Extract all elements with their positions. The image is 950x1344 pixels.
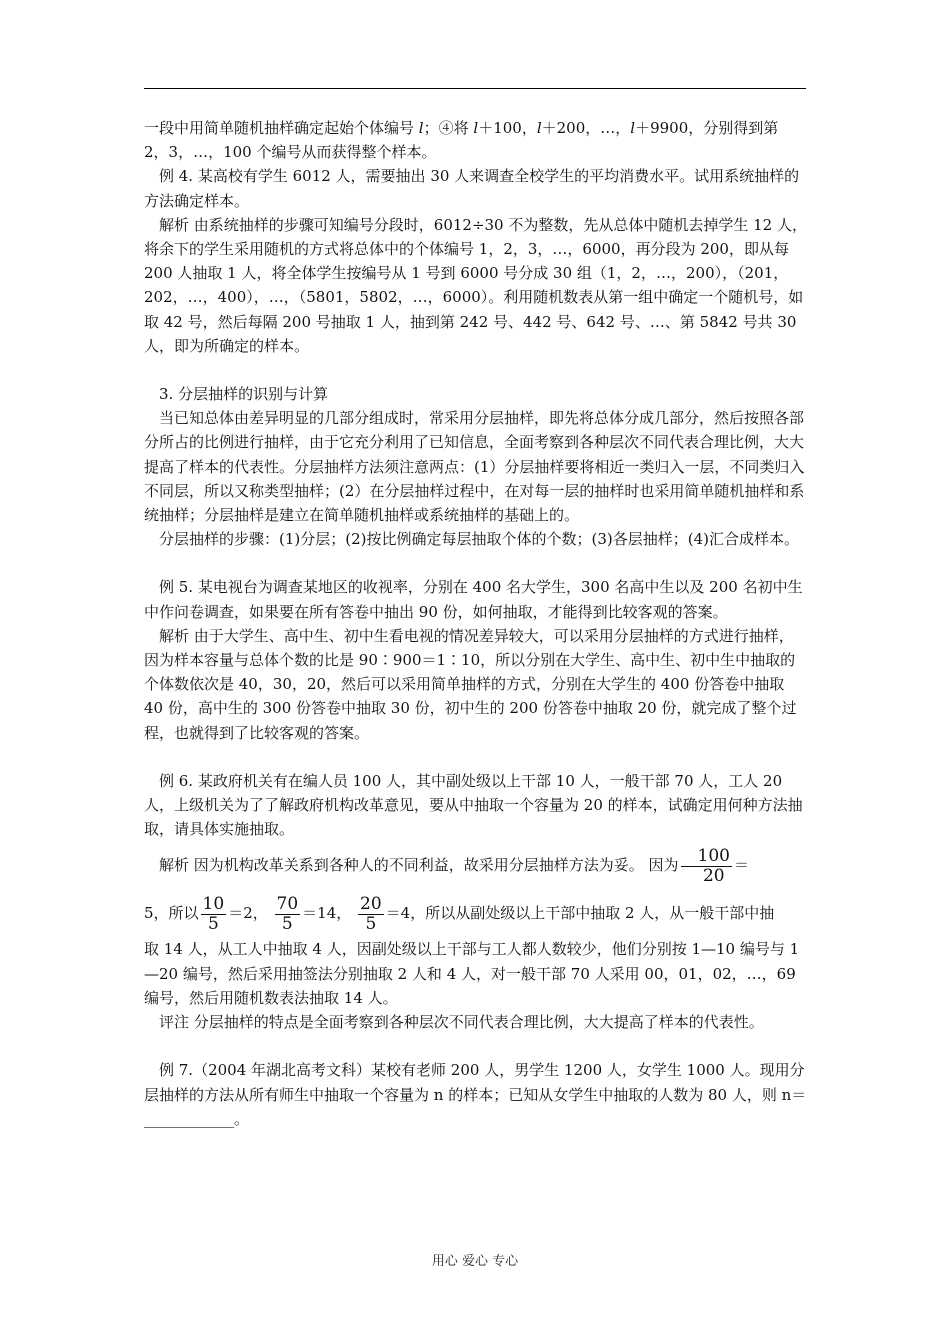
fraction-20-5: [358, 895, 384, 933]
header-rule: [144, 88, 806, 89]
example-5: 例 5. 某电视台为调查某地区的收视率，分别在 400 名大学生，300 名高中生以及 200 名初中生中作问卷调查，如果要在所有答卷中抽出 90 份，如何抽取，才能得到比较客观的答案。: [144, 578, 803, 621]
fraction-numerator: 70: [276, 894, 299, 915]
variable-l: l: [473, 119, 479, 137]
fraction-numerator: 100: [681, 847, 732, 867]
remark: 评注 分层抽样的特点是全面考察到各种层次不同代表合理比例，大大提高了样本的代表性。: [159, 1013, 764, 1032]
example-6-solution-line-2: [144, 889, 808, 937]
variable-l: l: [536, 119, 542, 137]
example-6: 例 6. 某政府机关有在编人员 100 人，其中副处级以上干部 10 人，一般干部 70 人，工人 20 人，上级机关为了了解政府机构改革意见，要从中抽取一个容量为 20 的样本，试确定用何种方法抽取，请具体实施抽取。: [144, 771, 803, 839]
example-5-solution: 解析 由于大学生、高中生、初中生看电视的情况差异较大，可以采用分层抽样的方式进行抽样，因为样本容量与总体个数的比是 90∶900＝1∶10，所以分别在大学生、高中生、初中生中抽取的个体数依次是 40，30，20，然后可以采用简单抽样的方式，分别在大学生的 400 份答卷中抽取 40 份，高中生的 300 份答卷中抽取 30 份，初中生的 200 份答卷中抽取 20 份，就完成了整个过程，也就得到了比较客观的答案。: [144, 626, 797, 742]
example-6-solution-line-3: 取 14 人，从工人中抽取 4 人，因副处级以上干部与工人都人数较少，他们分别按 1—10 编号与 1—20 编号，然后采用抽签法分别抽取 2 人和 4 人，对一般干部 70 人采用 00，01，02，…，69 编号，然后用随机数表法抽取 14 人。: [144, 940, 800, 1007]
example-7: 例 7.（2004 年湖北高考文科）某校有老师 200 人，男学生 1200 人，女学生 1000 人。现用分层抽样的方法从所有师生中抽取一个容量为 n 的样本；已知从女学生中抽取的人数为 80 人，则 n＝____________。: [144, 1061, 807, 1128]
text: ＝4，所以从副处级以上干部中抽取 2 人，从一般干部中抽: [385, 904, 775, 923]
text: ＋200，…，: [541, 119, 631, 137]
fraction-denominator: 5: [281, 913, 293, 934]
fraction-numerator: 10: [202, 894, 225, 915]
fraction-numerator: 20: [360, 894, 382, 915]
fraction-70-5: [275, 895, 301, 933]
text: ＋9900，分别得到第: [635, 119, 779, 137]
paragraph-line-2: 2，3，…，100 个编号从而获得整个样本。: [144, 143, 437, 162]
fraction-denominator: 20: [702, 865, 725, 886]
variable-l: l: [630, 119, 636, 137]
example-6-solution-line-1: [144, 841, 808, 889]
text: 5，所以: [144, 904, 199, 923]
variable-l: l: [418, 119, 424, 137]
text: ＝: [734, 856, 750, 875]
section-heading: 3. 分层抽样的识别与计算: [159, 385, 329, 404]
section-paragraph-1: 当已知总体由差异明显的几部分组成时，常采用分层抽样，即先将总体分成几部分，然后按照各部分所占的比例进行抽样，由于它充分利用了已知信息，全面考察到各种层次不同代表合理比例，大大提高了样本的代表性。分层抽样方法须注意两点：(1）分层抽样要将相近一类归入一层，不同类归入不同层，所以又称类型抽样；(2）在分层抽样过程中，在对每一层的抽样时也采用简单随机抽样和系统抽样；分层抽样是建立在简单随机抽样或系统抽样的基础上的。: [144, 409, 805, 525]
text: 解析 因为机构改革关系到各种人的不同利益，故采用分层抽样方法为妥。 因为: [159, 856, 679, 875]
example-4: 例 4. 某高校有学生 6012 人，需要抽出 30 人来调查全校学生的平均消费水平。试用系统抽样的方法确定样本。: [144, 167, 800, 210]
document-body: [144, 116, 808, 1131]
section-paragraph-2: 分层抽样的步骤：(1)分层；(2)按比例确定每层抽取个体的个数；(3)各层抽样；(4)汇合成样本。: [159, 530, 799, 549]
fraction-100-20: [681, 847, 732, 885]
fraction-denominator: 5: [207, 913, 219, 934]
text: ＝2，: [228, 904, 268, 923]
text: ；④将: [423, 119, 474, 137]
example-4-solution: 解析 由系统抽样的步骤可知编号分段时，6012÷30 不为整数，先从总体中随机去掉学生 12 人，将余下的学生采用随机的方式将总体中的个体编号 1，2，3，…，6000，再分段为 200，即从每 200 人抽取 1 人，将全体学生按编号从 1 号到 6000 号分成 30 组（1，2，…，200），（201，202，…，400），…，（5801，5802，…，6000）。利用随机数表从第一组中确定一个随机号，如取 42 号，然后每隔 200 号抽取 1 人，抽到第 242 号、442 号、642 号、…、第 5842 号共 30 人，即为所确定的样本。: [144, 215, 807, 355]
page-footer: 用心 爱心 专心: [431, 1254, 519, 1269]
text: ＋100，: [478, 119, 537, 137]
fraction-10-5: [201, 895, 227, 933]
text: ＝14，: [302, 904, 352, 923]
paragraph-line-1: [144, 116, 808, 140]
fraction-denominator: 5: [365, 913, 377, 934]
text: 一段中用简单随机抽样确定起始个体编号: [144, 119, 419, 137]
